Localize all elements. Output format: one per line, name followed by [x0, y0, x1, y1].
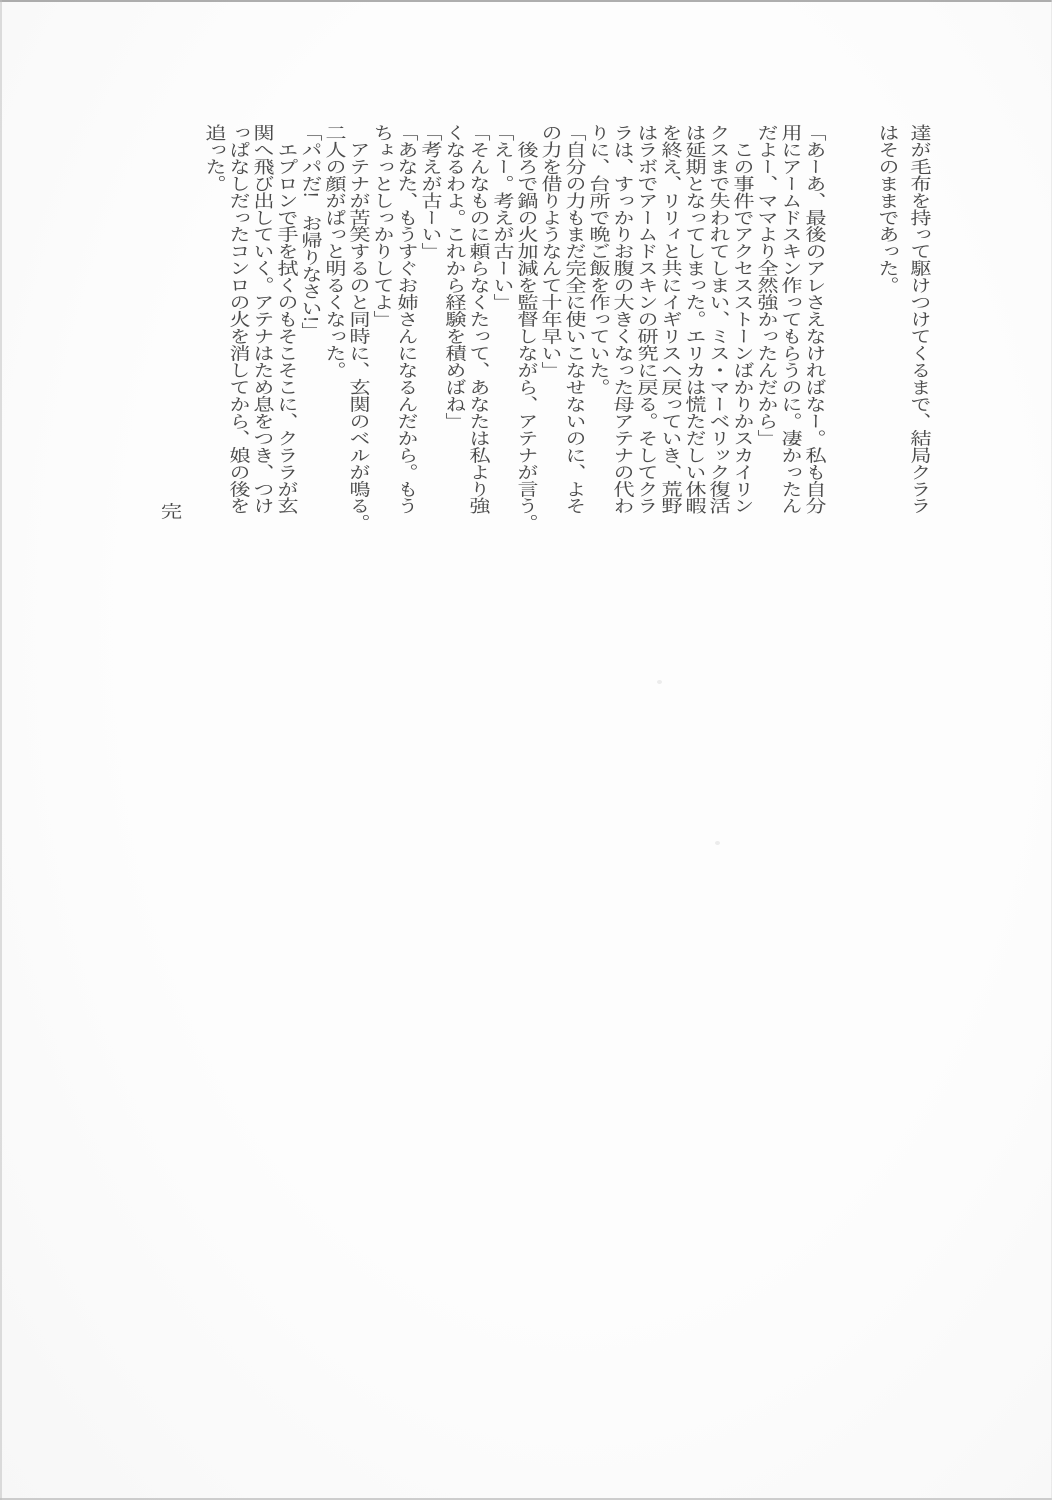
text-column: 「あーあ、最後のアレさえなければなー。私も自分 — [803, 124, 827, 515]
text-column: っぱなしだったコンロの火を消してから、娘の後を — [227, 124, 251, 515]
text-column: はそのままであった。 — [876, 124, 900, 294]
text-column: 「自分の力もまだ完全に使いこなせないのに、よそ — [563, 124, 587, 515]
text-column: 「あなた、もうすぐお姉さんになるんだから。もう — [395, 124, 419, 515]
continuation-text-block — [872, 124, 936, 514]
text-column: はラボでアームドスキンの研究に戻る。そしてクラ — [635, 124, 659, 515]
text-column: ラは、すっかりお腹の大きくなった母アテナの代わ — [611, 124, 635, 515]
scan-edge-top — [0, 0, 1052, 2]
scan-speck — [657, 680, 662, 684]
text-column: は延期となってしまった。エリカは慌ただしい休暇 — [683, 124, 707, 515]
text-column: この事件でアクセスストーンばかりかスカイリン — [731, 124, 755, 515]
text-column: ちょっとしっかりしてよ」 — [371, 124, 395, 328]
text-column: 関へ飛び出していく。アテナはため息をつき、つけ — [251, 124, 275, 515]
text-column: だよー、ママより全然強かったんだから」 — [755, 124, 779, 447]
scan-edge-left — [0, 0, 2, 1500]
main-text-block — [203, 124, 827, 531]
text-column: の力を借りようなんて十年早い」 — [539, 124, 563, 379]
scan-speck — [715, 841, 720, 845]
text-column: 「考えが古ーい」 — [419, 124, 443, 260]
text-column: を終え、リリィと共にイギリスへ戻っていき、荒野 — [659, 124, 683, 515]
text-column: エプロンで手を拭くのもそこそこに、クララが玄 — [275, 124, 299, 515]
end-mark: 完 — [161, 502, 182, 522]
text-column: 後ろで鍋の火加減を監督しながら、アテナが言う。 — [515, 124, 539, 532]
text-column: 用にアームドスキン作ってもらうのに。凄かったん — [779, 124, 803, 515]
text-column: 二人の顔がぱっと明るくなった。 — [323, 124, 347, 379]
text-column: クスまで失われてしまい、ミス・マーベリック復活 — [707, 124, 731, 515]
text-column: 「そんなものに頼らなくたって、あなたは私より強 — [467, 124, 491, 515]
text-column: りに、台所で晩ご飯を作っていた。 — [587, 124, 611, 396]
text-column: 達が毛布を持って駆けつけてくるまで、結局クララ — [908, 124, 932, 515]
text-column: くなるわよ。これから経験を積めばね」 — [443, 124, 467, 430]
text-column: 「パパだ! お帰りなさい!」 — [299, 124, 323, 339]
text-column: 追った。 — [203, 124, 227, 192]
text-column: 「えー。考えが古ーい」 — [491, 124, 515, 311]
text-column: アテナが苦笑するのと同時に、玄関のベルが鳴る。 — [347, 124, 371, 532]
